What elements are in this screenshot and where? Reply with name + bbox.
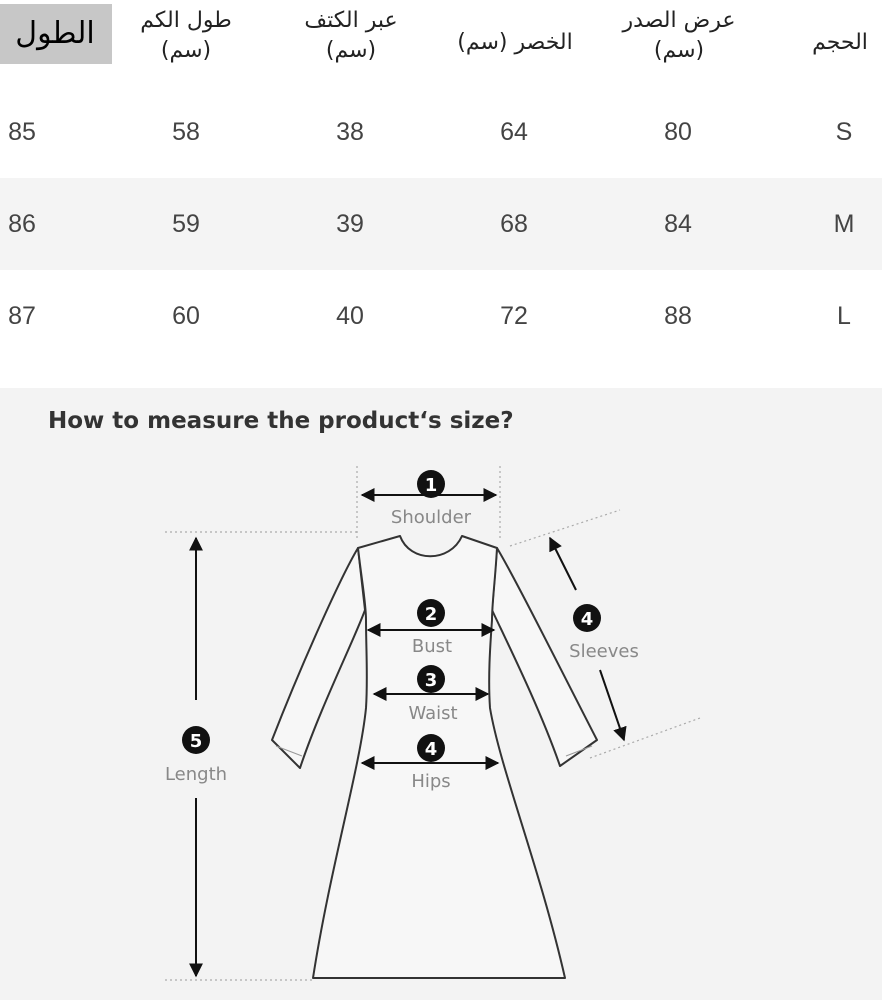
cell-sleeve: 60 [172, 302, 200, 330]
svg-text:2: 2 [424, 604, 438, 625]
cell-waist: 64 [500, 118, 528, 146]
table-header [0, 0, 882, 86]
svg-text:5: 5 [189, 731, 203, 752]
cell-shoulder: 38 [336, 118, 364, 146]
svg-text:4: 4 [424, 739, 438, 760]
header-length-highlight [0, 4, 112, 64]
cell-size: M [833, 210, 855, 238]
svg-text:Bust: Bust [411, 636, 453, 657]
cell-waist: 68 [500, 210, 528, 238]
svg-text:Waist: Waist [408, 703, 458, 724]
header-waist: الخصر (سم) [457, 30, 573, 55]
cell-bust: 88 [664, 302, 692, 330]
label-shoulder [391, 470, 472, 528]
cell-waist: 72 [500, 302, 528, 330]
cell-size: S [835, 118, 853, 146]
header-length: الطول [15, 16, 95, 51]
svg-text:3: 3 [424, 670, 438, 691]
header-size: الحجم [812, 30, 868, 55]
header-shoulder-width: عبر الكتف (سم) [304, 8, 398, 63]
table-row [0, 178, 882, 270]
label-sleeves [569, 604, 639, 662]
cell-length: 86 [8, 210, 36, 238]
svg-text:1: 1 [424, 475, 438, 496]
header-sleeve-length: طول الكم (سم) [140, 8, 232, 63]
svg-text:4: 4 [580, 609, 594, 630]
cell-sleeve: 58 [172, 118, 200, 146]
svg-text:Sleeves: Sleeves [569, 641, 639, 662]
cell-bust: 84 [664, 210, 692, 238]
cell-shoulder: 40 [336, 302, 364, 330]
cell-length: 87 [8, 302, 36, 330]
svg-text:Length: Length [164, 764, 228, 785]
measurement-diagram [0, 388, 882, 1000]
size-table [0, 0, 882, 388]
svg-text:Hips: Hips [411, 771, 451, 792]
dress-illustration [0, 388, 882, 1000]
cell-shoulder: 39 [336, 210, 364, 238]
header-bust: عرض الصدر (سم) [622, 8, 736, 63]
table-row [0, 86, 882, 178]
cell-sleeve: 59 [172, 210, 200, 238]
table-row [0, 270, 882, 362]
label-length [165, 726, 227, 785]
diagram-title: How to measure the product‘s size? [48, 408, 514, 434]
cell-size: L [837, 302, 851, 330]
svg-text:Shoulder: Shoulder [390, 507, 472, 528]
cell-bust: 80 [664, 118, 692, 146]
cell-length: 85 [8, 118, 36, 146]
